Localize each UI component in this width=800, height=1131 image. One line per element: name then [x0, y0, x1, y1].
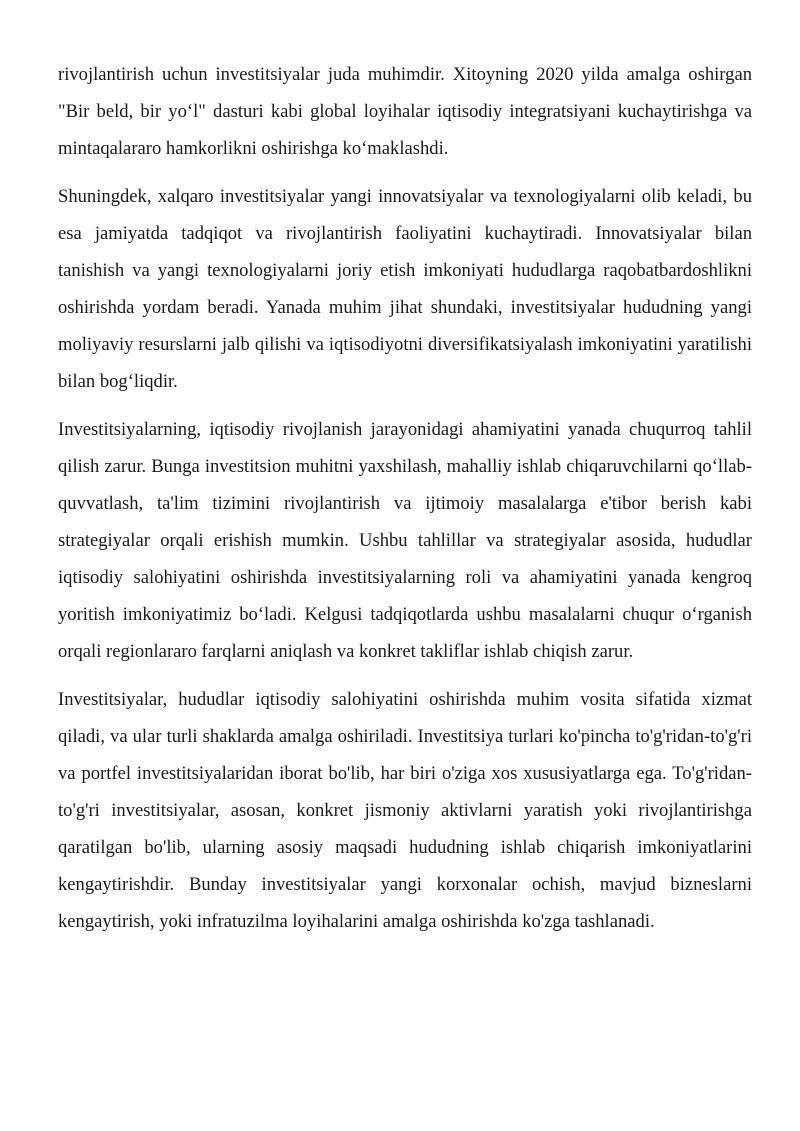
document-page — [58, 56, 752, 951]
paragraph-1: rivojlantirish uchun investitsiyalar juda muhimdir. Xitoyning 2020 yilda amalga oshirgan "Bir beld, bir yoʻl" dasturi kabi global loyihalar iqtisodiy integratsiyani kuchaytirishga va mintaqalararo hamkorlikni oshirishga koʻmaklashdi. — [58, 64, 752, 159]
paragraph-4: Investitsiyalar, hududlar iqtisodiy salohiyatini oshirishda muhim vosita sifatida xizmat qiladi, va ular turli shaklarda amalga oshiriladi. Investitsiya turlari ko'pincha to'g'ridan-to'g'ri va portfel investitsiyalaridan iborat bo'lib, har biri o'ziga xos xususiyatlarga ega. To'g'ridan-to'g'ri investitsiyalar, asosan, konkret jismoniy aktivlarni yaratish yoki rivojlantirishga qaratilgan bo'lib, ularning asosiy maqsadi hududning ishlab chiqarish imkoniyatlarini kengaytirishdir. Bunday investitsiyalar yangi korxonalar ochish, mavjud bizneslarni kengaytirish, yoki infratuzilma loyihalarini amalga oshirishda ko'zga tashlanadi. — [58, 689, 752, 932]
paragraph-2: Shuningdek, xalqaro investitsiyalar yangi innovatsiyalar va texnologiyalarni olib keladi, bu esa jamiyatda tadqiqot va rivojlantirish faoliyatini kuchaytiradi. Innovatsiyalar bilan tanishish va yangi texnologiyalarni joriy etish imkoniyati hududlarga raqobatbardoshlikni oshirishda yordam beradi. Yanada muhim jihat shundaki, investitsiyalar hududning yangi moliyaviy resurslarni jalb qilishi va iqtisodiyotni diversifikatsiyalash imkoniyatini yaratilishi bilan bogʻliqdir. — [58, 186, 752, 392]
paragraph-3: Investitsiyalarning, iqtisodiy rivojlanish jarayonidagi ahamiyatini yanada chuqurroq tahlil qilish zarur. Bunga investitsion muhitni yaxshilash, mahalliy ishlab chiqaruvchilarni qoʻllab-quvvatlash, ta'lim tizimini rivojlantirish va ijtimoiy masalalarga e'tibor berish kabi strategiyalar orqali erishish mumkin. Ushbu tahlillar va strategiyalar asosida, hududlar iqtisodiy salohiyatini oshirishda investitsiyalarning roli va ahamiyatini yanada kengroq yoritish imkoniyatimiz boʻladi. Kelgusi tadqiqotlarda ushbu masalalarni chuqur oʻrganish orqali regionlararo farqlarni aniqlash va konkret takliflar ishlab chiqish zarur. — [58, 419, 752, 662]
